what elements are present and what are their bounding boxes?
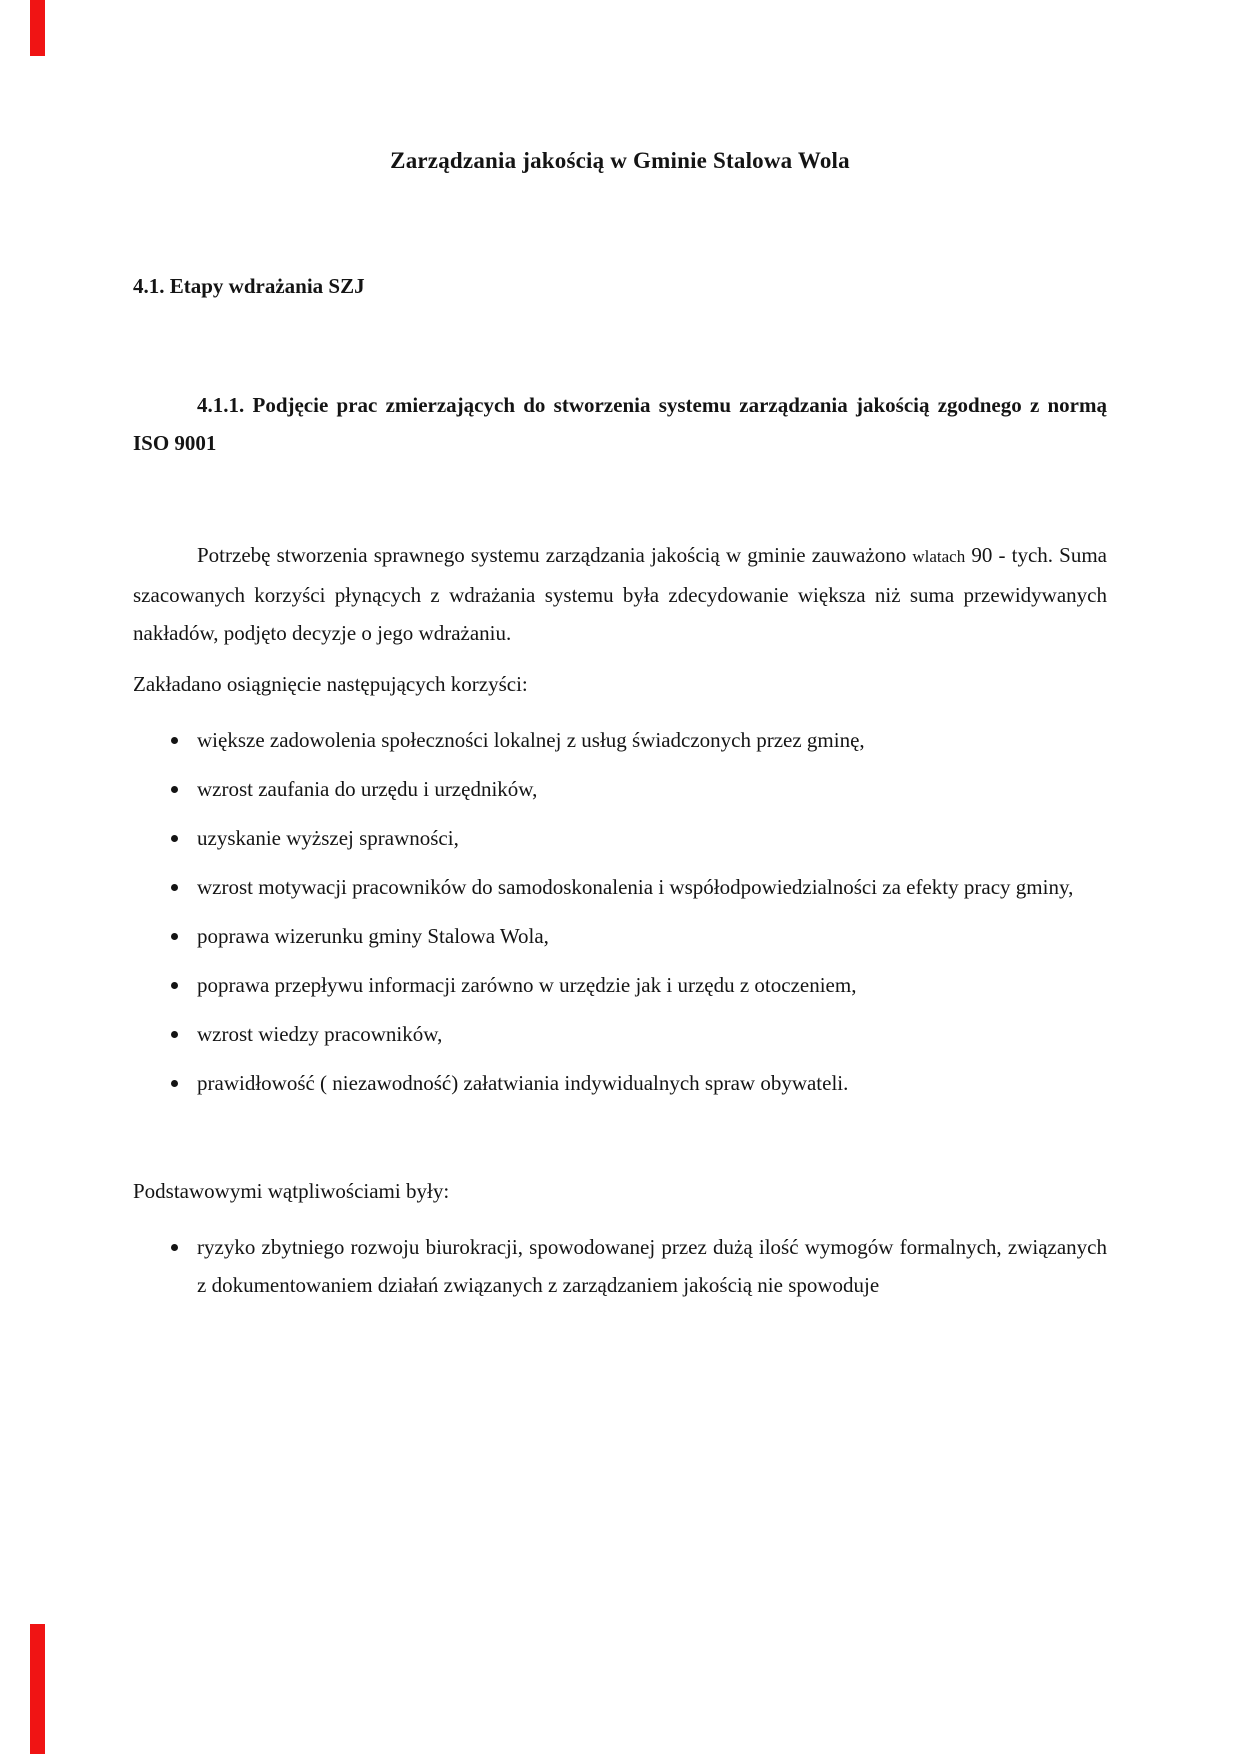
bullet-icon	[171, 884, 178, 891]
document-title: Zarządzania jakością w Gminie Stalowa Wola	[390, 148, 850, 173]
list-item	[133, 1015, 1107, 1053]
bullet-icon	[171, 933, 178, 940]
list-item-text: wzrost motywacji pracowników do samodoskonalenia i współodpowiedzialności za efekty pracy gminy,	[197, 875, 1074, 899]
bullet-icon	[171, 786, 178, 793]
list-item	[133, 721, 1107, 759]
list-item-text: prawidłowość ( niezawodność) załatwiania indywidualnych spraw obywateli.	[197, 1071, 849, 1095]
bullet-icon	[171, 1080, 178, 1087]
list-item	[133, 966, 1107, 1004]
doubts-intro: Podstawowymi wątpliwościami były:	[133, 1179, 450, 1203]
bullet-icon	[171, 1244, 178, 1251]
list-item-text: wzrost zaufania do urzędu i urzędników,	[197, 777, 538, 801]
subsection-heading: 4.1.1. Podjęcie prac zmierzających do stworzenia systemu zarządzania jakością zgodnego z normą ISO 9001	[133, 393, 1107, 455]
intro-paragraph	[133, 536, 1107, 652]
list-item	[133, 1228, 1107, 1304]
bullet-icon	[171, 737, 178, 744]
intro-paragraph-text: Potrzebę stworzenia sprawnego systemu zarządzania jakością w gminie zauważono	[197, 543, 913, 567]
benefits-intro: Zakładano osiągnięcie następujących korzyści:	[133, 672, 528, 696]
bullet-icon	[171, 982, 178, 989]
list-item-text: uzyskanie wyższej sprawności,	[197, 826, 459, 850]
bullet-icon	[171, 1031, 178, 1038]
intro-paragraph-text: 90 - tych. Suma szacowanych korzyści płynących z wdrażania systemu była zdecydowanie większa niż suma przewidywanych nakładów, podjęto decyzje o jego wdrażaniu.	[133, 543, 1108, 645]
bullet-icon	[171, 835, 178, 842]
list-item-text: poprawa przepływu informacji zarówno w urzędzie jak i urzędu z otoczeniem,	[197, 973, 857, 997]
section-heading: 4.1. Etapy wdrażania SZJ	[133, 274, 365, 298]
list-item	[133, 868, 1107, 906]
list-item	[133, 770, 1107, 808]
list-item-text: wzrost wiedzy pracowników,	[197, 1022, 443, 1046]
list-item	[133, 917, 1107, 955]
benefits-list	[133, 721, 1107, 1102]
list-item-text: ryzyko zbytniego rozwoju biurokracji, spowodowanej przez dużą ilość wymogów formalnych, związanych z dokumentowaniem działań związanych z zarządzaniem jakością nie spowoduje	[197, 1235, 1107, 1297]
list-item	[133, 1064, 1107, 1102]
intro-paragraph-small-word: wlatach	[912, 547, 966, 566]
list-item	[133, 819, 1107, 857]
list-item-text: większe zadowolenia społeczności lokalnej z usług świadczonych przez gminę,	[197, 728, 865, 752]
list-item-text: poprawa wizerunku gminy Stalowa Wola,	[197, 924, 549, 948]
doubts-list	[133, 1228, 1107, 1304]
